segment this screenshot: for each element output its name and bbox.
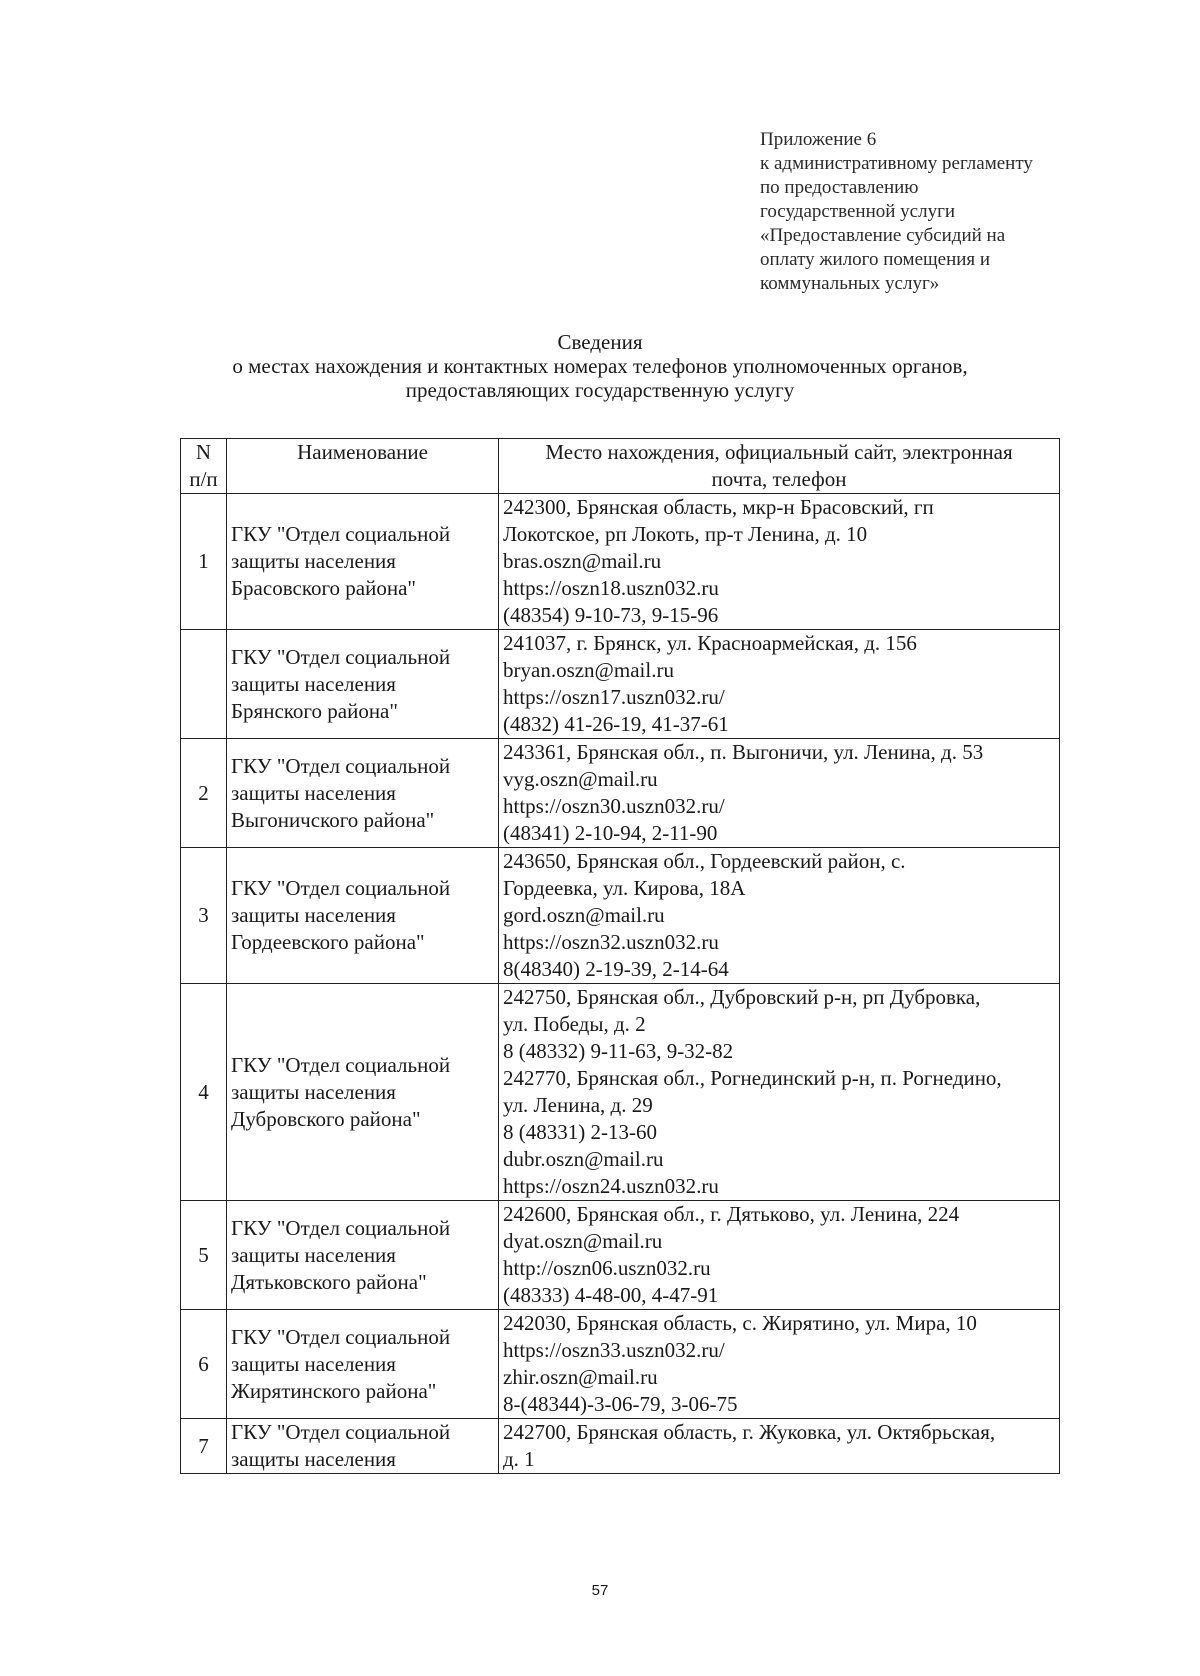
appendix-line: к административному регламенту (760, 153, 1033, 174)
office-name (227, 984, 499, 1201)
header-text: почта, телефон (711, 467, 847, 491)
table-row (181, 494, 1060, 630)
appendix-line: Приложение 6 (760, 129, 877, 150)
header-text: п/п (189, 467, 218, 491)
office-name-line: Жирятинского района" (231, 1378, 437, 1403)
office-name (227, 1310, 499, 1419)
office-detail-line: 242750, Брянская обл., Дубровский р-н, рп Дубровка, (503, 985, 981, 1009)
header-location (499, 439, 1060, 494)
office-name-line: Выгоничского района" (231, 807, 435, 832)
office-name-line: защиты населения (231, 903, 396, 927)
office-detail-line: (4832) 41-26-19, 41-37-61 (503, 712, 729, 736)
office-detail-line: https://oszn18.uszn032.ru (503, 576, 719, 600)
office-detail-line: https://oszn33.uszn032.ru/ (503, 1338, 725, 1362)
appendix-line: «Предоставление субсидий на (760, 225, 1006, 246)
office-detail-line: 8(48340) 2-19-39, 2-14-64 (503, 957, 729, 981)
office-detail-line: 243361, Брянская обл., п. Выгоничи, ул. Ленина, д. 53 (503, 740, 984, 764)
office-detail-line: (48354) 9-10-73, 9-15-96 (503, 603, 719, 627)
office-details (499, 848, 1060, 984)
page-number: 57 (591, 1582, 609, 1599)
office-detail-line: д. 1 (503, 1447, 535, 1471)
appendix-line: государственной услуги (760, 201, 956, 222)
row-number: 5 (181, 1201, 227, 1310)
office-detail-line: Локотское, рп Локоть, пр-т Ленина, д. 10 (503, 522, 868, 546)
office-name-line: защиты населения (231, 1079, 396, 1104)
office-name-line: ГКУ "Отдел социальной (231, 753, 451, 778)
header-text: Место нахождения, официальный сайт, электронная (545, 440, 1013, 464)
appendix-line: оплату жилого помещения и (760, 249, 991, 270)
office-detail-line: 8 (48332) 9-11-63, 9-32-82 (503, 1039, 734, 1063)
header-name (227, 439, 499, 494)
office-name-line: защиты населения (231, 1242, 396, 1267)
heading-line: Сведения (557, 330, 643, 354)
heading-line: о местах нахождения и контактных номерах телефонов уполномоченных органов, (232, 354, 968, 378)
office-detail-line: bryan.oszn@mail.ru (503, 658, 674, 682)
office-name-line: ГКУ "Отдел социальной (231, 1052, 451, 1077)
office-detail-line: https://oszn32.uszn032.ru (503, 930, 719, 954)
table-row (181, 848, 1060, 984)
office-details (499, 494, 1060, 630)
office-name-line: защиты населения (231, 780, 396, 805)
office-detail-line: 242600, Брянская обл., г. Дятьково, ул. Ленина, 224 (503, 1202, 960, 1226)
office-detail-line: dyat.oszn@mail.ru (503, 1229, 663, 1253)
office-detail-line: dubr.oszn@mail.ru (503, 1147, 664, 1171)
office-details (499, 984, 1060, 1201)
office-name-line: защиты населения (231, 1447, 396, 1471)
appendix-note (760, 128, 1100, 296)
office-detail-line: gord.oszn@mail.ru (503, 903, 665, 927)
office-name-line: ГКУ "Отдел социальной (231, 1420, 451, 1444)
office-detail-line: ул. Победы, д. 2 (503, 1012, 646, 1036)
office-detail-line: 243650, Брянская обл., Гордеевский район, с. (503, 849, 906, 873)
office-detail-line: https://oszn30.uszn032.ru/ (503, 794, 725, 818)
table-header-row (181, 439, 1060, 494)
office-detail-line: 242700, Брянская область, г. Жуковка, ул. Октябрьская, (503, 1420, 996, 1444)
table-row (181, 630, 1060, 739)
header-text: N (195, 440, 212, 464)
office-name (227, 1419, 499, 1474)
table-row (181, 1310, 1060, 1419)
office-detail-line: vyg.oszn@mail.ru (503, 767, 658, 791)
row-number: 3 (181, 848, 227, 984)
office-details (499, 1201, 1060, 1310)
document-heading (0, 330, 1200, 402)
office-detail-line: http://oszn06.uszn032.ru (503, 1256, 711, 1280)
office-name-line: Дятьковского района" (231, 1269, 427, 1294)
office-detail-line: https://oszn17.uszn032.ru/ (503, 685, 725, 709)
office-details (499, 1419, 1060, 1474)
row-number: 1 (181, 494, 227, 630)
office-name-line: Гордеевского района" (231, 930, 425, 954)
office-detail-line: zhir.oszn@mail.ru (503, 1365, 658, 1389)
office-details (499, 739, 1060, 848)
office-details (499, 630, 1060, 739)
appendix-line: коммунальных услуг» (760, 273, 940, 294)
office-detail-line: Гордеевка, ул. Кирова, 18А (503, 876, 746, 900)
office-name-line: Брянского района" (231, 698, 398, 723)
table-row (181, 739, 1060, 848)
header-number (181, 439, 227, 494)
heading-line: предоставляющих государственную услугу (405, 378, 795, 402)
office-details (499, 1310, 1060, 1419)
office-detail-line: (48333) 4-48-00, 4-47-91 (503, 1283, 719, 1307)
office-detail-line: 242300, Брянская область, мкр-н Брасовский, гп (503, 495, 934, 519)
office-name-line: ГКУ "Отдел социальной (231, 644, 451, 669)
office-detail-line: 241037, г. Брянск, ул. Красноармейская, д. 156 (503, 631, 917, 655)
table-row (181, 984, 1060, 1201)
office-detail-line: 242030, Брянская область, с. Жирятино, ул. Мира, 10 (503, 1311, 977, 1335)
row-number: 6 (181, 1310, 227, 1419)
offices-table (180, 438, 1060, 1474)
appendix-line: по предоставлению (760, 177, 919, 198)
office-detail-line: ул. Ленина, д. 29 (503, 1093, 653, 1117)
row-number: 7 (181, 1419, 227, 1474)
table-row (181, 1419, 1060, 1474)
office-name (227, 848, 499, 984)
office-detail-line: bras.oszn@mail.ru (503, 549, 662, 573)
row-number: 4 (181, 984, 227, 1201)
office-name (227, 1201, 499, 1310)
office-detail-line: 8 (48331) 2-13-60 (503, 1120, 657, 1144)
office-name-line: защиты населения (231, 549, 396, 573)
office-name-line: защиты населения (231, 1351, 396, 1376)
office-name-line: ГКУ "Отдел социальной (231, 876, 451, 900)
office-detail-line: (48341) 2-10-94, 2-11-90 (503, 821, 718, 845)
row-number (181, 630, 227, 739)
office-detail-line: 242770, Брянская обл., Рогнединский р-н, п. Рогнедино, (503, 1066, 1002, 1090)
office-name-line: ГКУ "Отдел социальной (231, 1324, 451, 1349)
office-name (227, 739, 499, 848)
office-detail-line: https://oszn24.uszn032.ru (503, 1174, 719, 1198)
row-number: 2 (181, 739, 227, 848)
office-detail-line: 8-(48344)-3-06-79, 3-06-75 (503, 1392, 738, 1416)
office-name-line: защиты населения (231, 671, 396, 696)
office-name-line: ГКУ "Отдел социальной (231, 522, 451, 546)
table-row (181, 1201, 1060, 1310)
office-name (227, 494, 499, 630)
header-text: Наименование (297, 440, 428, 464)
office-name-line: Дубровского района" (231, 1106, 421, 1131)
office-name (227, 630, 499, 739)
office-name-line: ГКУ "Отдел социальной (231, 1215, 451, 1240)
office-name-line: Брасовского района" (231, 576, 416, 600)
